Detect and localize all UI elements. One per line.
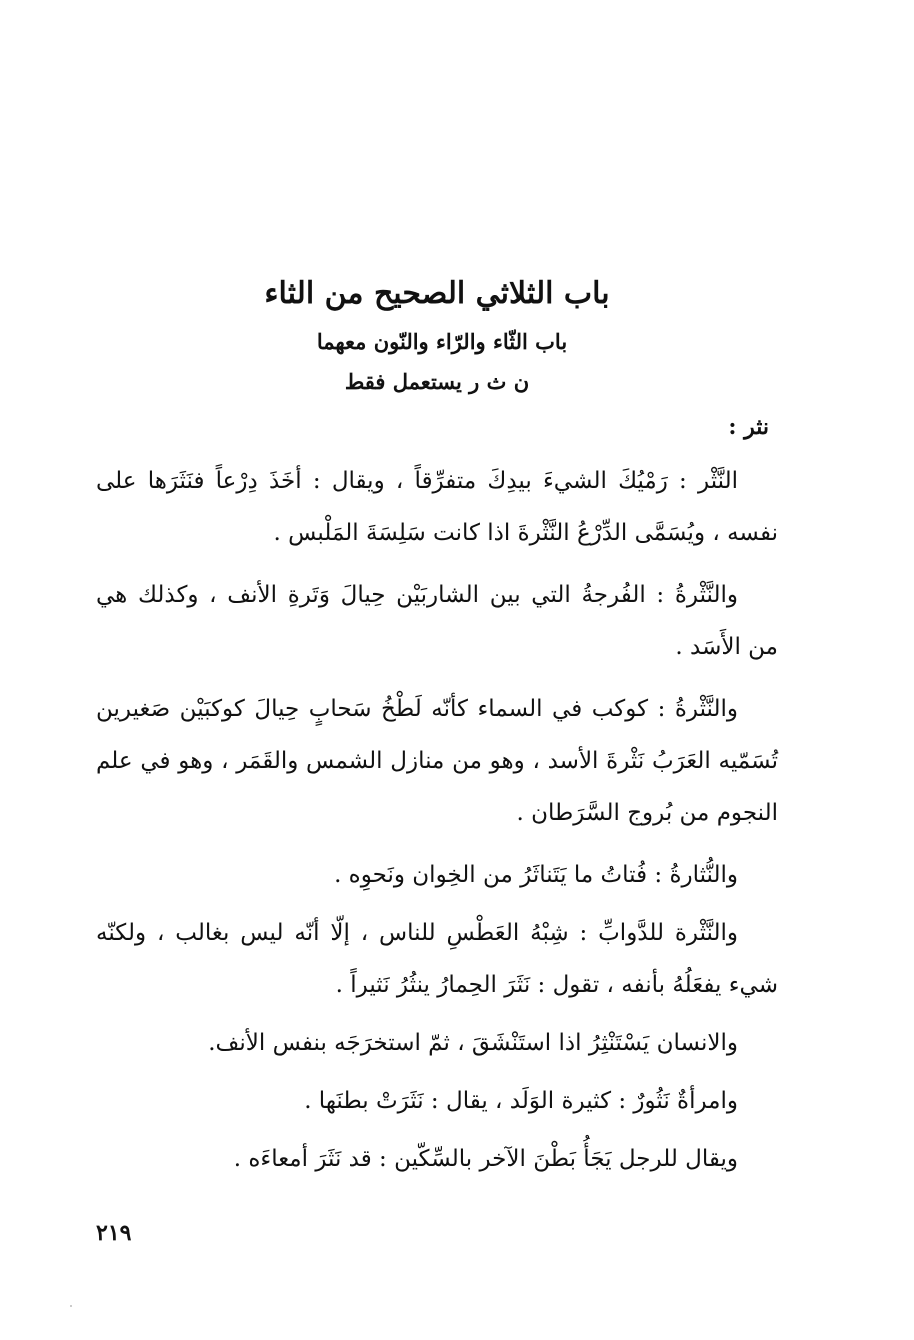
chapter-title: باب الثلاثي الصحيح من الثاء xyxy=(264,276,610,311)
entry-body xyxy=(0,455,914,1191)
paragraph: والنُّثارةُ : فُتاتُ ما يَتَناثَرُ من الخِوان ونَحوِه . xyxy=(334,862,738,888)
root-letters-line: ن ث ر يستعمل فقط xyxy=(344,369,530,394)
scan-speck xyxy=(70,1305,72,1307)
section-subtitle: باب الثّاء والرّاء والنّون معهما xyxy=(316,329,568,354)
paragraph: والنَّثْرةُ : الفُرجةُ التي بين الشاربَيْن حِيالَ وَتَرةِ الأنف ، وكذلك هي من الأَسَد . xyxy=(96,582,778,660)
entry-headword: نثر : xyxy=(728,414,769,440)
paragraph: ويقال للرجل يَجَأُ بَطْنَ الآخر بالسِّكّين : قد نَثَرَ أمعاءَه . xyxy=(233,1146,738,1172)
page-number: ٢١٩ xyxy=(96,1220,132,1246)
paragraph: والانسان يَسْتَنْثِرُ اذا استَنْشَقَ ، ثمّ استخرَجَه بنفس الأنف. xyxy=(208,1030,738,1056)
paragraph: والنَّثْرة للدَّوابِّ : شِبْهُ العَطْسِ للناس ، إلّا أنّه ليس بغالب ، ولكنّه شيء يفعَلُهُ بأنفه ، تقول : نَثَرَ الحِمارُ ينثُرُ نَثيراً . xyxy=(96,920,778,998)
paragraph: النَّثْر : رَمْيُكَ الشيءَ بيدِكَ متفرِّقاً ، ويقال : أخَذَ دِرْعاً فنَثَرَها على نفسه ، ويُسَمَّى الدِّرْعُ النَّثْرةَ اذا كانت سَلِسَةَ المَلْبس . xyxy=(96,468,778,546)
paragraph: والنَّثْرةُ : كوكب في السماء كأنّه لَطْخُ سَحابٍ حِيالَ كوكبَيْن صَغيرين تُسَمّيه العَرَبُ نَثْرةَ الأسد ، وهو من منازل الشمس والقَمَر ، وهو في علم النجوم من بُروج السَّرَطان . xyxy=(96,696,778,826)
paragraph: وامرأةٌ نَثُورٌ : كثيرة الوَلَد ، يقال : نَثَرَتْ بطنَها . xyxy=(304,1088,738,1114)
